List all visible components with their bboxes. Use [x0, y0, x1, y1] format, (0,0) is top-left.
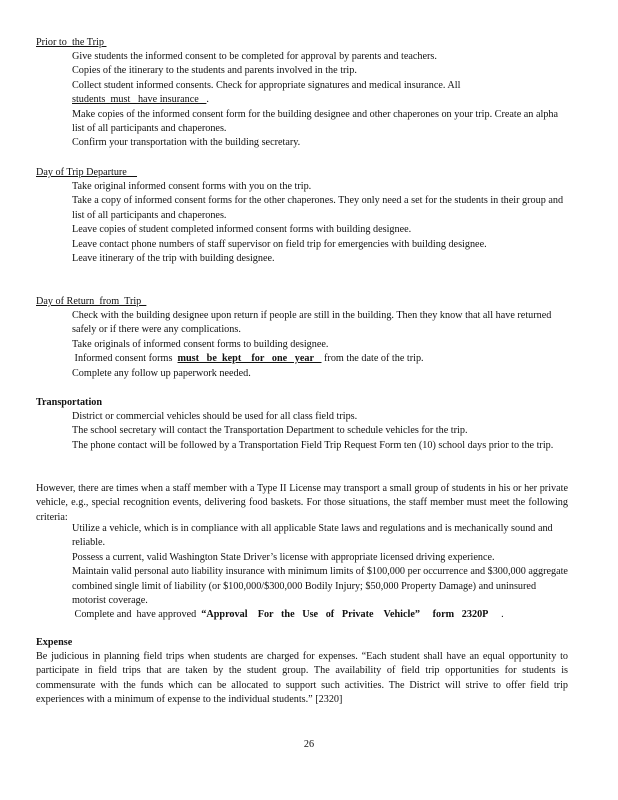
list-item: Take originals of informed consent forms to building designee. — [72, 338, 329, 350]
list-item: Leave copies of student completed informed consent forms with building designee. — [72, 224, 412, 236]
list-prior-to-trip — [0, 50, 618, 151]
list-item: Leave contact phone numbers of staff supervisor on field trip for emergencies with building designee. — [72, 238, 487, 250]
list-item: The phone contact will be followed by a Transportation Field Trip Request Form ten (10) school days prior to the trip. — [72, 439, 554, 451]
form-2320p-reference: “Approval For the Use of Private Vehicle” form 2320P — [201, 609, 489, 621]
list-vehicle-criteria — [0, 522, 618, 623]
list-item: Give students the informed consent to be completed for approval by parents and teachers. — [72, 51, 437, 62]
page-number: 26 — [303, 739, 315, 750]
retention-requirement: must be kept for one year — [177, 353, 322, 365]
heading-day-of-return: Day of Return from Trip — [36, 296, 147, 307]
heading-expense: Expense — [36, 637, 73, 648]
heading-prior-to-trip: Prior to the Trip — [36, 37, 107, 48]
list-item: The school secretary will contact the Transportation Department to schedule vehicles for the trip. — [72, 425, 468, 437]
list-item: Collect student informed consents. Check for appropriate signatures and medical insurance. All students must have insurance . — [72, 79, 461, 106]
list-item: Make copies of the informed consent form for the building designee and other chaperones on your trip. Create an alpha list of all participants and chaperones. — [72, 108, 559, 135]
heading-transportation: Transportation — [36, 397, 103, 408]
list-item: Take original informed consent forms with you on the trip. — [72, 181, 312, 192]
list-item: Utilize a vehicle, which is in compliance with all applicable State laws and regulations and is mechanically sound and reliable. — [72, 523, 553, 549]
list-item: Maintain valid personal auto liability insurance with minimum limits of $100,000 per occurrence and $300,000 aggregate combined single limit of liability (or $100,000/$300,000 Bodily Injury; $50,000 Property Damage) and uninsured motorist coverage. — [72, 566, 568, 607]
list-item: Leave itinerary of the trip with building designee. — [72, 253, 275, 265]
expense-paragraph: Be judicious in planning field trips when students are charged for expenses. “Each student shall have an equal opportunity to participate in field trips that are taken by the student group. The availability of field trip opportunities for students is commensurate with the funds which can be allocated to support such activities. The District will strive to offer field trip experiences with a minimum of expense to the individual students.” [2320] — [36, 651, 568, 706]
insurance-requirement: students must have insurance — [72, 94, 207, 106]
list-item: Confirm your transportation with the building secretary. — [72, 137, 301, 149]
list-day-of-return — [0, 309, 618, 381]
type-ii-license-paragraph: However, there are times when a staff member with a Type II License may transport a small group of students in his or her private vehicle, e.g., special recognition events, delivering food baskets. For those situations, the staff member must meet the following criteria: — [36, 483, 568, 523]
list-item: Informed consent forms must be kept for one year from the date of the trip. — [72, 353, 424, 365]
list-item: Take a copy of informed consent forms for the other chaperones. They only need a set for the students in their group and list of all participants and chaperones. — [72, 195, 564, 221]
heading-day-of-departure: Day of Trip Departure — [36, 167, 138, 178]
list-item: Possess a current, valid Washington State Driver’s license with appropriate licensed driving experience. — [72, 551, 495, 563]
list-day-of-departure — [0, 180, 618, 266]
list-transportation — [0, 410, 618, 453]
list-item: Complete any follow up paperwork needed. — [72, 367, 251, 379]
list-item: Copies of the itinerary to the students and parents involved in the trip. — [72, 65, 357, 77]
list-item: District or commercial vehicles should be used for all class field trips. — [72, 411, 358, 422]
list-item: Complete and have approved “Approval For the Use of Private Vehicle” form 2320P . — [72, 609, 504, 621]
list-item: Check with the building designee upon return if people are still in the building. Then they know that all have returned safely or if there were any complications. — [72, 310, 552, 336]
